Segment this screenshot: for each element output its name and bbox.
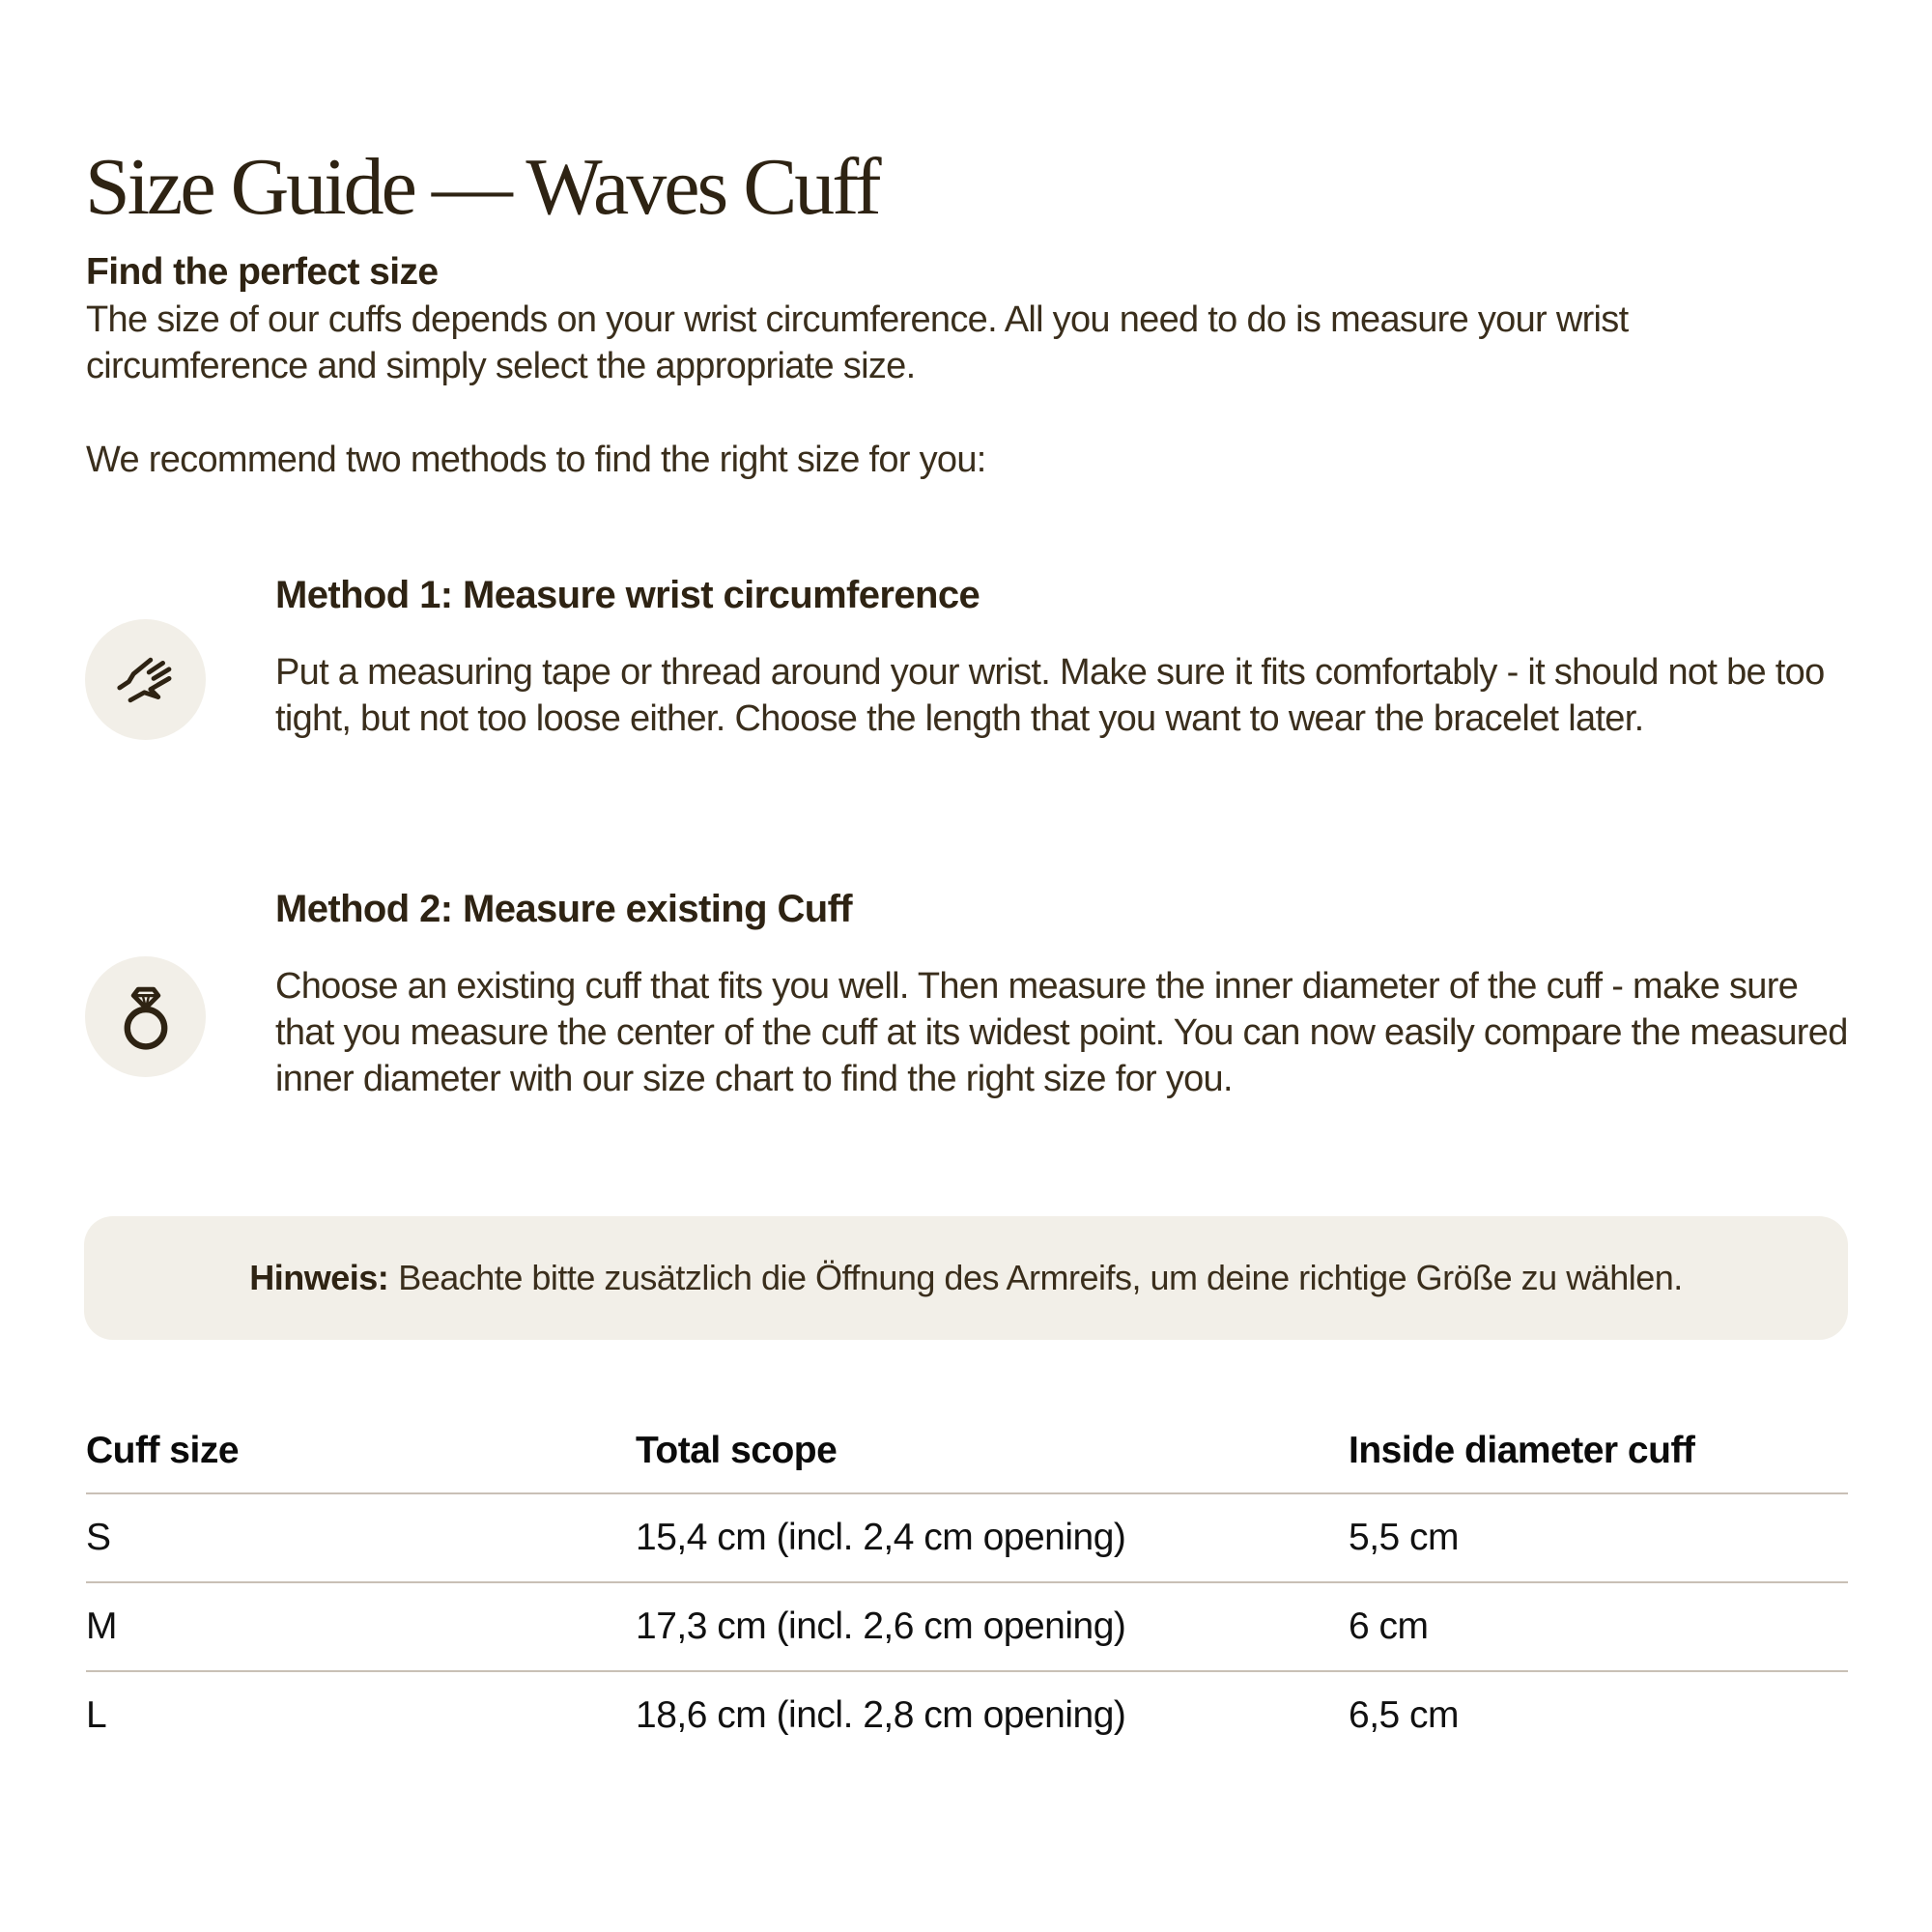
table-row xyxy=(86,1672,1848,1759)
page-title: Size Guide — Waves Cuff xyxy=(85,142,879,233)
cell-total-scope: 17,3 cm (incl. 2,6 cm opening) xyxy=(636,1605,1126,1647)
section-subheading: Find the perfect size xyxy=(86,251,439,294)
methods-intro: We recommend two methods to find the right size for you: xyxy=(86,440,986,480)
note-text: Beachte bitte zusätzlich die Öffnung des Armreifs, um deine richtige Größe zu wählen. xyxy=(398,1258,1683,1297)
cell-size: M xyxy=(86,1605,117,1647)
header-inside-diameter: Inside diameter cuff xyxy=(1349,1430,1695,1471)
cell-size: S xyxy=(86,1517,111,1558)
table-row xyxy=(86,1494,1848,1583)
method-1-icon-circle xyxy=(85,619,206,740)
method-2-icon-circle xyxy=(85,956,206,1077)
method-2-title: Method 2: Measure existing Cuff xyxy=(275,888,853,930)
header-cuff-size: Cuff size xyxy=(86,1430,240,1471)
cell-inside-diameter: 5,5 cm xyxy=(1349,1517,1460,1558)
table-header-row xyxy=(86,1420,1848,1494)
header-total-scope: Total scope xyxy=(636,1430,838,1471)
cell-inside-diameter: 6,5 cm xyxy=(1349,1694,1460,1736)
cell-inside-diameter: 6 cm xyxy=(1349,1605,1429,1647)
method-1-text: Put a measuring tape or thread around your wrist. Make sure it fits comfortably - it should not be too tight, but not too loose either. Choose the length that you want to wear the bracelet later. xyxy=(275,652,1825,739)
intro-paragraph: The size of our cuffs depends on your wrist circumference. All you need to do is measure your wrist circumference and simply select the appropriate size. xyxy=(86,299,1629,386)
method-1-title: Method 1: Measure wrist circumference xyxy=(275,574,980,616)
size-table xyxy=(86,1420,1848,1759)
method-2-text: Choose an existing cuff that fits you well. Then measure the inner diameter of the cuff - make sure that you measure the center of the cuff at its widest point. You can now easily compare the measured inner diameter with our size chart to find the right size for you. xyxy=(275,966,1848,1099)
cell-total-scope: 18,6 cm (incl. 2,8 cm opening) xyxy=(636,1694,1126,1736)
note-box xyxy=(84,1216,1848,1340)
ring-icon xyxy=(107,979,185,1056)
table-row xyxy=(86,1583,1848,1672)
cell-total-scope: 15,4 cm (incl. 2,4 cm opening) xyxy=(636,1517,1126,1558)
note-label: Hinweis: xyxy=(249,1258,389,1297)
hand-measure-icon xyxy=(107,641,185,719)
cell-size: L xyxy=(86,1694,107,1736)
